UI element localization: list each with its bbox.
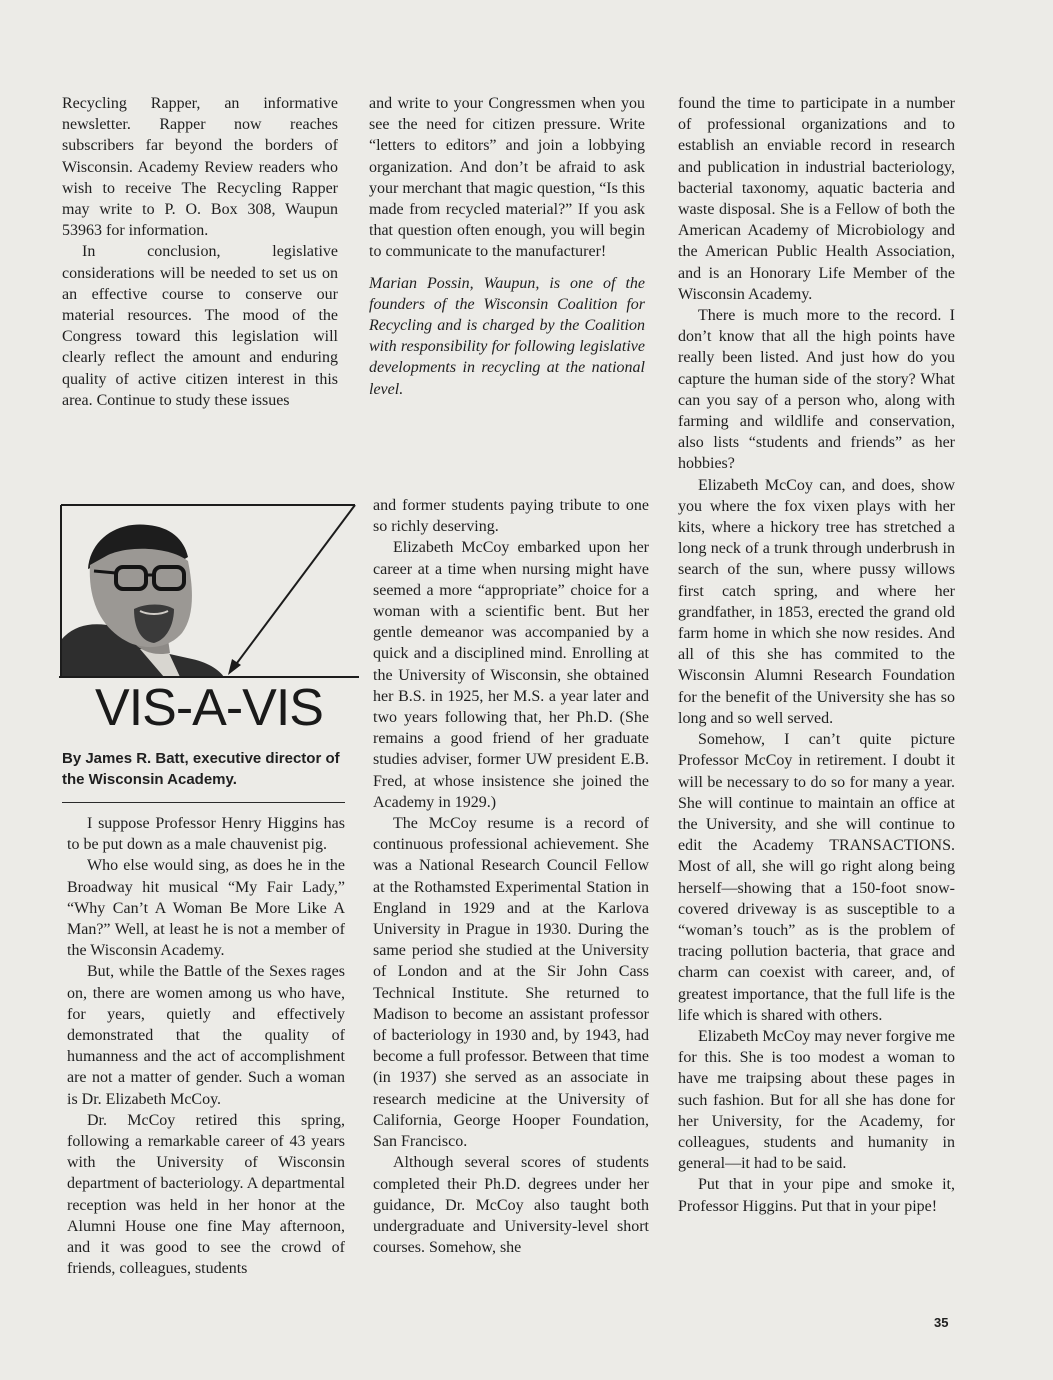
paragraph: Elizabeth McCoy embarked upon her career at a time when nursing might have seemed a more “appropriate” choice for a woman with a scientific bent. But her gentle demeanor was accompanied by a quick and a disciplined mind. Enrolling at the University of Wisconsin, she obtained her B.S. in 1925, her M.S. a year later and two years following that, her Ph.D. (She remains a good friend of her graduate studies adviser, former UW president E.B. Fred, at whose insistence she joined the Academy in 1929.) — [373, 539, 649, 811]
column-2-top — [369, 93, 645, 400]
paragraph: found the time to participate in a number of professional organizations and to establish an enviable record in research and publication in industrial bacteriology, bacterial taxonomy, aquatic bacteria and waste disposal. She is a Fellow of both the American Academy of Microbiology and the American Public Health Association, and is an Honorary Life Member of the Wisconsin Academy. — [678, 95, 955, 303]
paragraph: and write to your Congressmen when you see the need for citizen pressure. Write “letters to editors” and join a lobbying organization. And don’t be afraid to ask your merchant that magic question, “Is this made from recycled material?” If you ask that question often enough, you will begin to communicate to the manufacturer! — [369, 95, 645, 261]
column-1-top — [62, 93, 338, 411]
paragraph: I suppose Professor Henry Higgins has to be put down as a male chauvenist pig. — [67, 815, 345, 854]
byline: By James R. Batt, executive director of the Wisconsin Academy. — [62, 750, 340, 788]
column-2-bottom — [373, 495, 649, 1258]
paragraph: Dr. McCoy retired this spring, following a remarkable career of 43 years with the University of Wisconsin department of bacteriology. A departmental reception was held in her honor at the Alumni House one fine May afternoon, and it was good to see the crowd of friends, colleagues, students — [67, 1111, 345, 1278]
paragraph: Who else would sing, as does he in the Broadway hit musical “My Fair Lady,” “Why Can’t A Woman Be More Like A Man?” Well, at least he is not a member of the Wisconsin Academy. — [67, 857, 345, 960]
paragraph: Although several scores of students completed their Ph.D. degrees under her guidance, Dr. McCoy also taught both undergraduate and University-level short courses. Somehow, she — [373, 1154, 649, 1257]
column-3 — [678, 93, 955, 1217]
feature-title: VIS-A-VIS — [59, 676, 359, 740]
page-number: 35 — [934, 1315, 949, 1330]
paragraph: Somehow, I can’t quite picture Professor McCoy in retirement. I doubt it will be necessary to do so for many a year. She will continue to maintain an office at the University, and she will continue to edit the Academy TRANSACTIONS. Most of all, she will go right along being herself—showing that a 150-foot snow-covered driveway is as susceptible to a “woman’s touch” as is the problem of tracing pollution bacteria, that grace and charm can coexist with career, and, of greatest importance, that the full life is the life which is shared with others. — [678, 731, 955, 1024]
author-bio: Marian Possin, Waupun, is one of the founders of the Wisconsin Coalition for Recycling and is charged by the Coalition with responsibility for following legislative developments in recycling at the national level. — [369, 274, 645, 398]
portrait-illustration — [60, 499, 358, 681]
paragraph: There is much more to the record. I don’t know that all the high points have really been listed. And just how do you capture the human side of the story? What can you say of a person who, along with farming and wildlife and conservation, also lists “students and friends” as her hobbies? — [678, 307, 955, 473]
paragraph: Elizabeth McCoy can, and does, show you where the fox vixen plays with her kits, where a hickory tree has stretched a long neck of a trunk through underbrush in search of the sun, where pussy willows first catch spring, and where her grandfather, in 1853, erected the grand old farm home in which she now resides. And all of this she has commited to the Wisconsin Alumni Research Foundation for the benefit of the University she has so long and so well served. — [678, 476, 955, 727]
divider — [62, 802, 345, 803]
paragraph: and former students paying tribute to one so richly deserving. — [373, 497, 649, 536]
author-portrait-frame — [60, 499, 358, 679]
column-1-bottom — [67, 813, 345, 1279]
paragraph: Put that in your pipe and smoke it, Professor Higgins. Put that in your pipe! — [678, 1176, 955, 1215]
paragraph: In conclusion, legislative considerations will be needed to set us on an effective course to conserve our material resources. The mood of the Congress toward this legislation will clearly reflect the amount and enduring quality of active citizen interest in this area. Continue to study these issues — [62, 243, 338, 409]
paragraph: But, while the Battle of the Sexes rages on, there are women among us who have, for years, quietly and effectively demonstrated that the quality of humanness and the act of accomplishment are not a matter of gender. Such a woman is Dr. Elizabeth McCoy. — [67, 963, 345, 1108]
paragraph: Recycling Rapper, an informative newsletter. Rapper now reaches subscribers far beyond the borders of Wisconsin. Academy Review readers who wish to receive The Recycling Rapper may write to P. O. Box 308, Waupun 53963 for information. — [62, 95, 338, 240]
paragraph: The McCoy resume is a record of continuous professional achievement. She was a National Research Council Fellow at the Rothamsted Experimental Station in England in 1929 and at the Karlova University in Prague in 1930. During the same period she studied at the University of London and at the Sir John Cass Technical Institute. She returned to Madison to become an assistant professor of bacteriology in 1930 and, by 1943, had become a full professor. Between that time (in 1937) she served as an associate in research medicine at the University of California, George Hooper Foundation, San Francisco. — [373, 815, 649, 1151]
paragraph: Elizabeth McCoy may never forgive me for this. She is too modest a woman to have me traipsing about these pages in such fashion. But for all she has done for her University, for the Academy, for colleagues, students and humanity in general—it had to be said. — [678, 1027, 955, 1173]
